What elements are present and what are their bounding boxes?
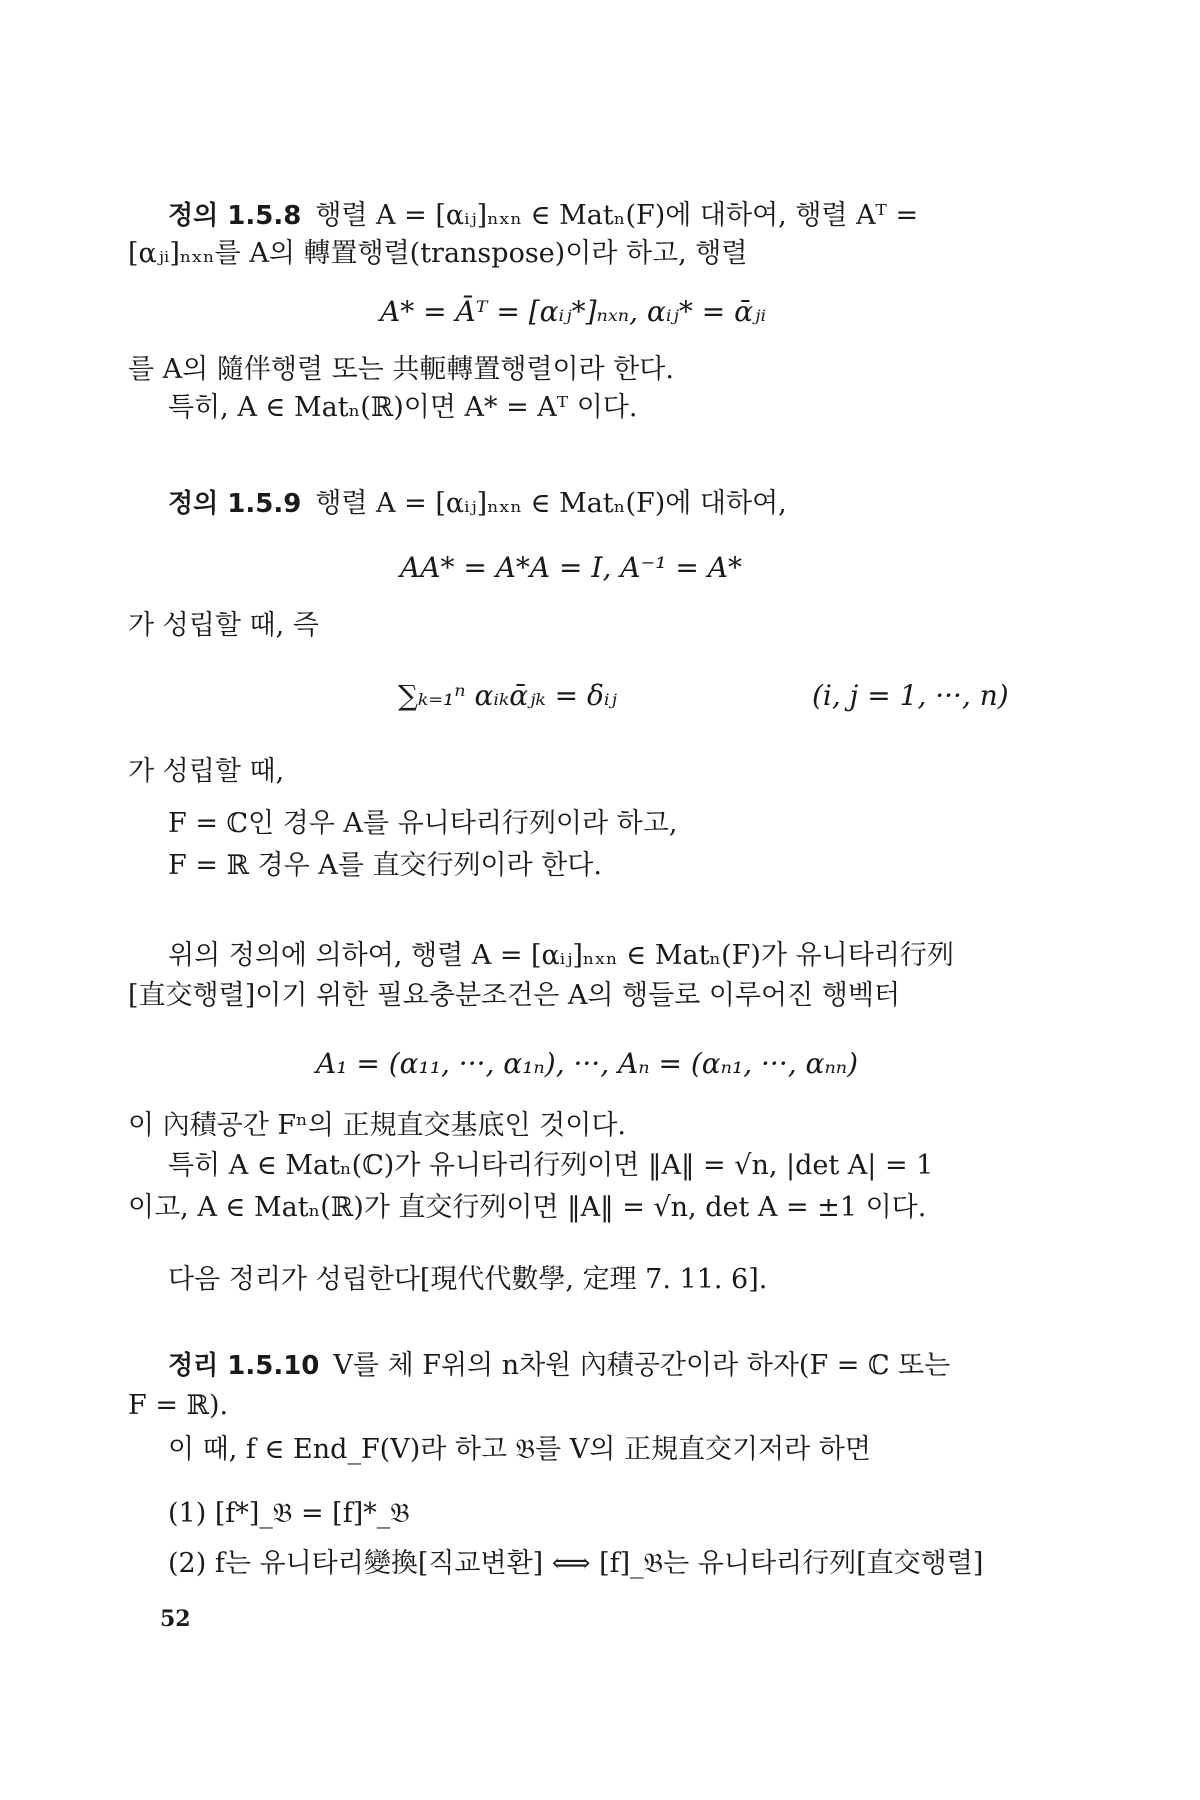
definition-1-5-8-line-3: 를 A의 隨伴행렬 또는 共軛轉置행렬이라 한다. <box>128 354 674 385</box>
paragraph-1-line-2: [直交행렬]이기 위한 필요충분조건은 A의 행들로 이루어진 행벡터 <box>128 980 901 1011</box>
page-number: 52 <box>160 1606 191 1632</box>
definition-1-5-9-formula-1: AA* = A*A = I, A⁻¹ = A* <box>400 551 742 584</box>
paragraph-1-line-5: 이고, A ∈ Matₙ(ℝ)가 直交行列이면 ‖A‖ = √n, det A = ±1 이다. <box>128 1192 927 1223</box>
paragraph-1-line-4: 특히 A ∈ Matₙ(ℂ)가 유니타리行列이면 ‖A‖ = √n, |det A| = 1 <box>168 1150 934 1181</box>
theorem-1-5-10-line-3: 이 때, f ∈ End_F(V)라 하고 𝔅를 V의 正規直交기저라 하면 <box>168 1434 871 1465</box>
theorem-1-5-10-label: 정리 1.5.10 <box>168 1351 320 1381</box>
theorem-1-5-10-line-1: 정리 1.5.10 V를 체 F위의 n차원 內積공간이라 하자(F = ℂ 또는 <box>168 1350 951 1381</box>
definition-1-5-9-line-5: F = ℝ 경우 A를 直交行列이라 한다. <box>168 850 602 881</box>
paragraph-2-line-1: 다음 정리가 성립한다[現代代數學, 定理 7. 11. 6]. <box>168 1264 768 1295</box>
definition-1-5-9-formula-2-condition: (i, j = 1, ···, n) <box>812 679 1009 712</box>
definition-1-5-9-line-2: 가 성립할 때, 즉 <box>128 610 319 641</box>
theorem-1-5-10-line-2: F = ℝ). <box>128 1390 229 1421</box>
definition-1-5-9-line-4: F = ℂ인 경우 A를 유니타리行列이라 하고, <box>168 808 678 839</box>
definition-1-5-8-formula: A* = Āᵀ = [αᵢⱼ*]ₙₓₙ, αᵢⱼ* = ᾱⱼᵢ <box>380 295 767 328</box>
paragraph-1-line-1: 위의 정의에 의하여, 행렬 A = [αᵢⱼ]ₙₓₙ ∈ Matₙ(F)가 유니타리行列 <box>168 940 954 971</box>
theorem-1-5-10-item-1: (1) [f*]_𝔅 = [f]*_𝔅 <box>168 1498 410 1529</box>
definition-1-5-9-label: 정의 1.5.9 <box>168 489 302 519</box>
definition-1-5-8-label: 정의 1.5.8 <box>168 201 302 231</box>
theorem-1-5-10-item-2: (2) f는 유니타리變換[직교변환] ⟺ [f]_𝔅는 유니타리行列[直交행렬] <box>168 1548 984 1579</box>
paragraph-1-line-3: 이 內積공간 Fⁿ의 正規直交基底인 것이다. <box>128 1110 626 1141</box>
definition-1-5-8-line-4: 특히, A ∈ Matₙ(ℝ)이면 A* = Aᵀ 이다. <box>168 392 638 423</box>
paragraph-1-formula: A₁ = (α₁₁, ···, α₁ₙ), ···, Aₙ = (αₙ₁, ···, αₙₙ) <box>316 1047 859 1080</box>
definition-1-5-9-line-3: 가 성립할 때, <box>128 756 285 787</box>
definition-1-5-9-line-1: 정의 1.5.9 행렬 A = [αᵢⱼ]ₙₓₙ ∈ Matₙ(F)에 대하여, <box>168 488 787 519</box>
definition-1-5-8-line-1: 정의 1.5.8 행렬 A = [αᵢⱼ]ₙₓₙ ∈ Matₙ(F)에 대하여, 행렬 Aᵀ = <box>168 200 919 231</box>
definition-1-5-8-line-2: [αⱼᵢ]ₙₓₙ를 A의 轉置행렬(transpose)이라 하고, 행렬 <box>128 238 748 269</box>
definition-1-5-9-formula-2: ∑ₖ₌₁ⁿ αᵢₖᾱⱼₖ = δᵢⱼ <box>398 679 617 712</box>
